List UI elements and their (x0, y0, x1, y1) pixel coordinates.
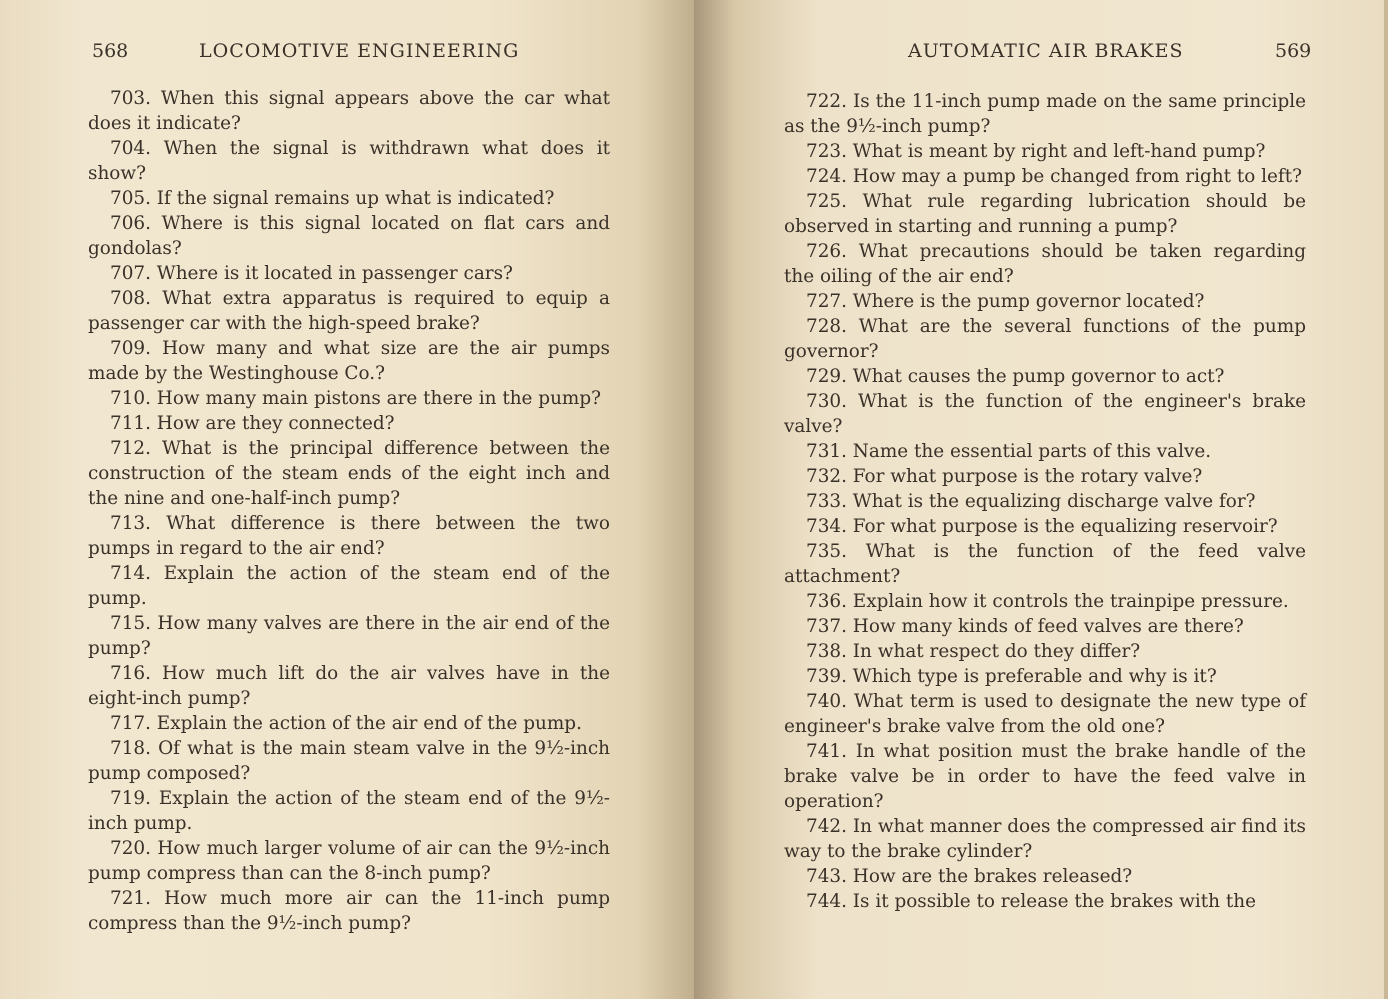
question-item: 707. Where is it located in passenger cars? (110, 263, 513, 284)
question-item: 740. What term is used to designate the new type of engineer's brake valve from the old one? (784, 691, 1306, 737)
question-item: 733. What is the equalizing discharge valve for? (806, 491, 1256, 512)
question-item: 735. What is the function of the feed valve attachment? (784, 541, 1306, 587)
question-item: 738. In what respect do they differ? (806, 641, 1141, 662)
question-item: 718. Of what is the main steam valve in the 9½-inch pump composed? (88, 738, 610, 784)
question-item: 737. How many kinds of feed valves are there? (806, 616, 1244, 637)
question-item: 730. What is the function of the engineer's brake valve? (784, 391, 1306, 437)
question-item: 728. What are the several functions of the pump governor? (784, 316, 1306, 362)
page-number: 569 (1275, 40, 1312, 62)
question-item: 706. Where is this signal located on flat cars and gondolas? (88, 213, 610, 259)
question-item: 703. When this signal appears above the car what does it indicate? (88, 88, 610, 134)
right-page (694, 0, 1388, 999)
question-item: 712. What is the principal difference between the construction of the steam ends of the eight inch and the nine and one-half-inch pump? (88, 438, 610, 509)
question-item: 722. Is the 11-inch pump made on the same principle as the 9½-inch pump? (784, 91, 1306, 137)
question-item: 705. If the signal remains up what is indicated? (110, 188, 555, 209)
question-item: 725. What rule regarding lubrication should be observed in starting and running a pump? (784, 191, 1306, 237)
question-item: 704. When the signal is withdrawn what does it show? (88, 138, 610, 184)
question-item: 719. Explain the action of the steam end of the 9½-inch pump. (88, 788, 610, 834)
question-item: 726. What precautions should be taken regarding the oiling of the air end? (784, 241, 1306, 287)
question-item: 708. What extra apparatus is required to equip a passenger car with the high-speed brake? (88, 288, 610, 334)
question-item: 741. In what position must the brake handle of the brake valve be in order to have the feed valve in operation? (784, 741, 1306, 812)
question-list (88, 86, 610, 936)
question-item: 734. For what purpose is the equalizing reservoir? (806, 516, 1278, 537)
question-list (784, 89, 1306, 914)
question-item: 717. Explain the action of the air end of the pump. (110, 713, 582, 734)
running-head: AUTOMATIC AIR BRAKES (908, 40, 1184, 62)
question-item: 709. How many and what size are the air pumps made by the Westinghouse Co.? (88, 338, 610, 384)
question-item: 736. Explain how it controls the trainpipe pressure. (806, 591, 1289, 612)
question-item: 732. For what purpose is the rotary valve? (806, 466, 1203, 487)
question-item: 727. Where is the pump governor located? (806, 291, 1205, 312)
question-item: 715. How many valves are there in the air end of the pump? (88, 613, 610, 659)
question-item: 716. How much lift do the air valves have in the eight-inch pump? (88, 663, 610, 709)
running-head: LOCOMOTIVE ENGINEERING (199, 40, 520, 62)
question-item: 743. How are the brakes released? (806, 866, 1133, 887)
question-item: 739. Which type is preferable and why is it? (806, 666, 1217, 687)
question-item: 731. Name the essential parts of this valve. (806, 441, 1212, 462)
question-item: 720. How much larger volume of air can the 9½-inch pump compress than can the 8-inch pump? (88, 838, 610, 884)
question-item: 714. Explain the action of the steam end of the pump. (88, 563, 610, 609)
question-item: 713. What difference is there between the two pumps in regard to the air end? (88, 513, 610, 559)
question-item: 711. How are they connected? (110, 413, 395, 434)
question-item: 729. What causes the pump governor to act? (806, 366, 1225, 387)
question-item: 710. How many main pistons are there in the pump? (110, 388, 601, 409)
question-item: 721. How much more air can the 11-inch pump compress than the 9½-inch pump? (88, 888, 610, 934)
question-item: 723. What is meant by right and left-hand pump? (806, 141, 1266, 162)
question-item: 742. In what manner does the compressed air find its way to the brake cylinder? (784, 816, 1306, 862)
page-number: 568 (92, 40, 129, 62)
question-item: 724. How may a pump be changed from right to left? (806, 166, 1302, 187)
question-item: 744. Is it possible to release the brakes with the (806, 891, 1256, 912)
